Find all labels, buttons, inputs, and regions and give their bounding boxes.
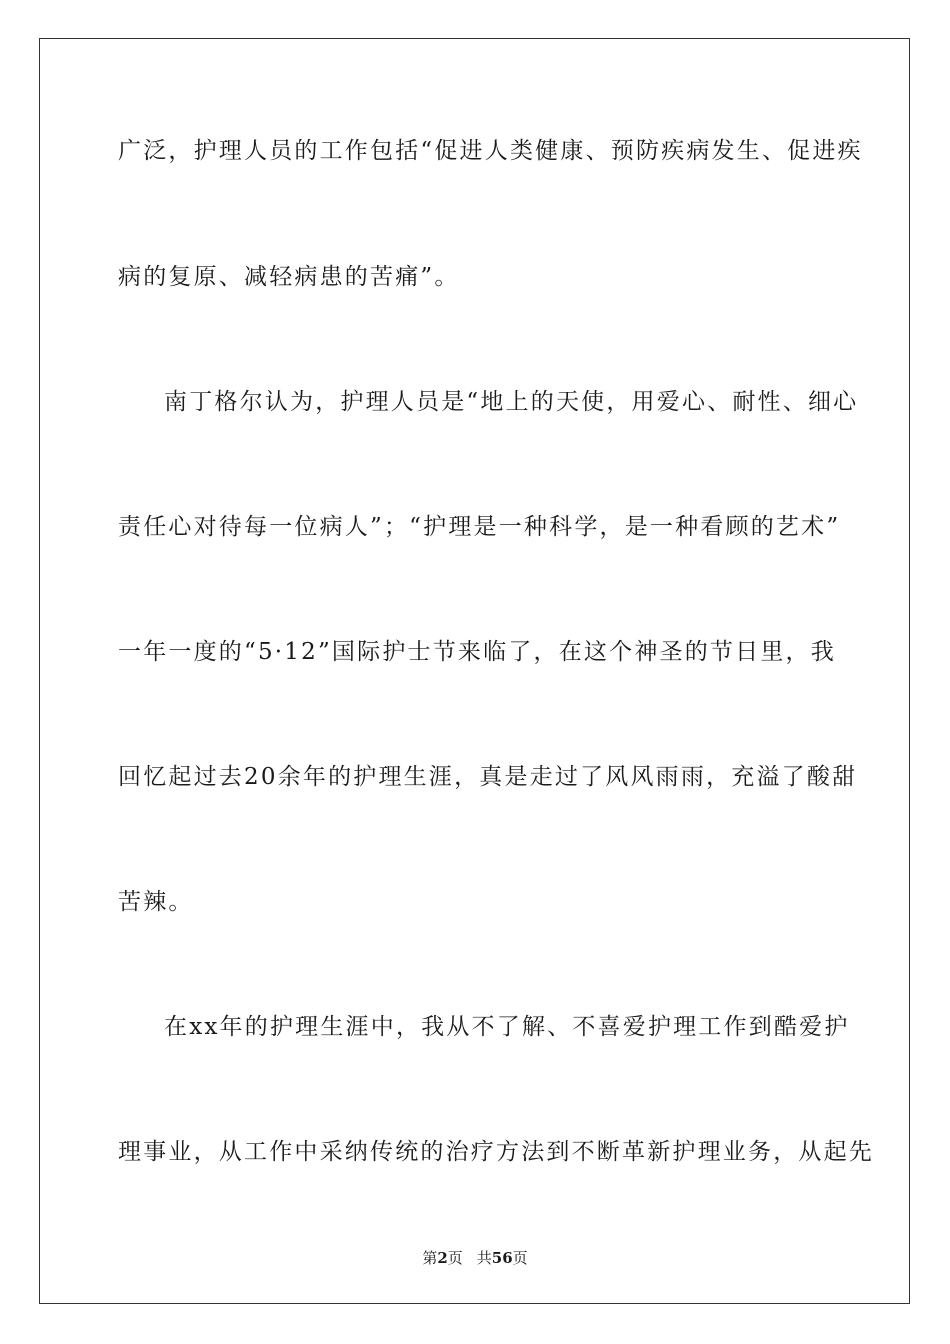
page-border xyxy=(39,38,910,1304)
paragraph-line-1: 广泛，护理人员的工作包括“促进人类健康、预防疾病发生、促进疾 xyxy=(118,138,863,164)
paragraph-line-6: 回忆起过去20余年的护理生涯，真是走过了风风雨雨，充溢了酸甜 xyxy=(118,764,858,790)
paragraph-line-8: 在xx年的护理生涯中，我从不了解、不喜爱护理工作到酷爱护 xyxy=(164,1014,850,1040)
total-pages-number: 56 xyxy=(491,1249,513,1267)
footer-total-prefix: 共 xyxy=(476,1249,492,1267)
paragraph-line-2: 病的复原、减轻病患的苦痛”。 xyxy=(118,264,460,290)
paragraph-line-3: 南丁格尔认为，护理人员是“地上的天使，用爱心、耐性、细心 xyxy=(164,389,859,415)
current-page-number: 2 xyxy=(437,1249,448,1267)
footer-total-suffix: 页 xyxy=(512,1249,528,1267)
footer-page-suffix: 页 xyxy=(447,1249,463,1267)
page-footer xyxy=(0,1248,950,1268)
paragraph-line-9: 理事业，从工作中采纳传统的治疗方法到不断革新护理业务，从起先 xyxy=(118,1139,874,1165)
paragraph-line-4: 责任心对待每一位病人”；“护理是一种科学，是一种看顾的艺术” xyxy=(118,514,841,540)
paragraph-line-7: 苦辣。 xyxy=(118,889,194,915)
paragraph-line-5: 一年一度的“5·12”国际护士节来临了，在这个神圣的节日里，我 xyxy=(118,639,836,665)
footer-page-prefix: 第 xyxy=(422,1249,438,1267)
